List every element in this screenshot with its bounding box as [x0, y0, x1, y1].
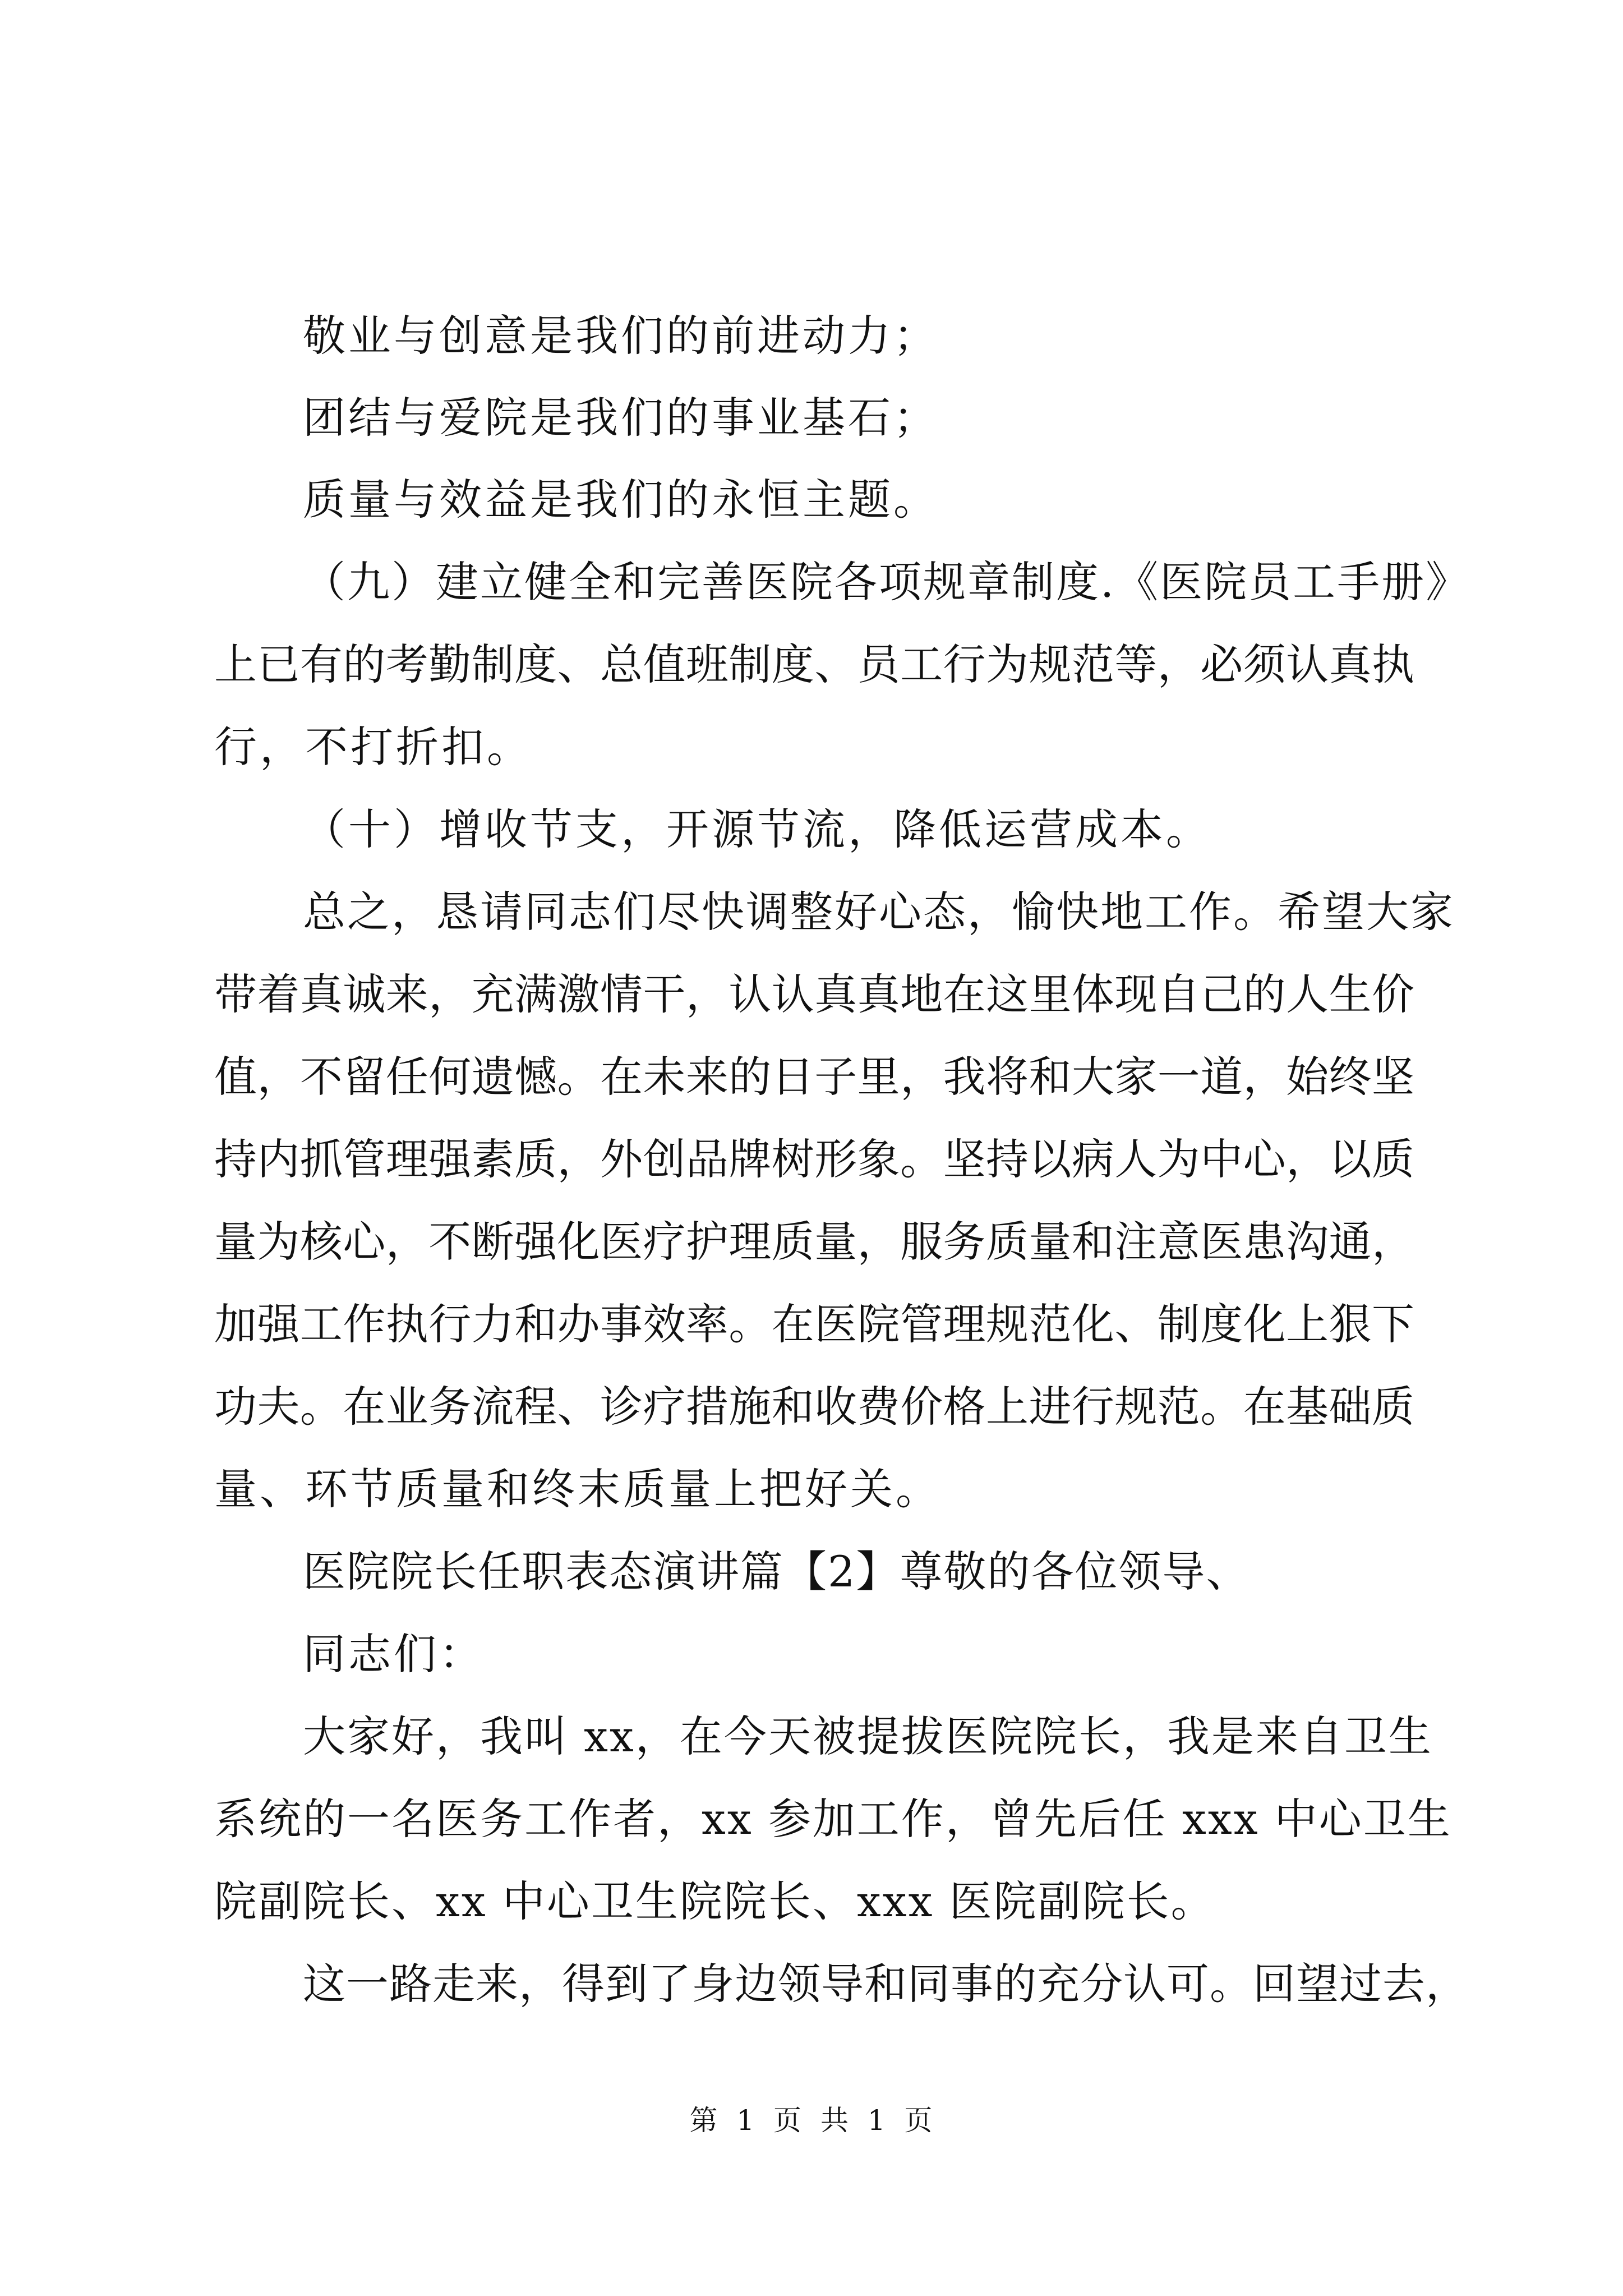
text-line-1: 敬业与创意是我们的前进动力；: [303, 311, 939, 361]
text-line-7: （十）增收节支，开源节流，降低运营成本。: [303, 804, 1211, 854]
text-line-17: 同志们：: [303, 1629, 485, 1679]
text-line-18: 大家好，我叫 xx，在今天被提拔医院院长，我是来自卫生: [303, 1711, 1433, 1761]
text-line-5: 上已有的考勤制度、总值班制度、员工行为规范等，必须认真执: [214, 639, 1414, 689]
text-line-4: （九）建立健全和完善医院各项规章制度.《医院员工手册》: [303, 557, 1470, 607]
text-line-16: 医院院长任职表态演讲篇【2】尊敬的各位领导、: [303, 1547, 1250, 1596]
text-line-3: 质量与效益是我们的永恒主题。: [303, 475, 939, 524]
text-line-2: 团结与爱院是我们的事业基石；: [303, 393, 939, 443]
text-line-11: 持内抓管理强素质，外创品牌树形象。坚持以病人为中心，以质: [214, 1134, 1414, 1184]
text-line-8: 总之，恳请同志们尽快调整好心态，愉快地工作。希望大家: [303, 887, 1455, 937]
text-line-19: 系统的一名医务工作者，xx 参加工作，曾先后任 xxx 中心卫生: [214, 1794, 1452, 1844]
text-line-9: 带着真诚来，充满激情干，认认真真地在这里体现自己的人生价: [214, 969, 1414, 1019]
text-line-6: 行，不打折扣。: [214, 722, 532, 772]
page-number-footer: 第 1 页 共 1 页: [689, 2104, 934, 2137]
text-line-21: 这一路走来，得到了身边领导和同事的充分认可。回望过去，: [303, 1959, 1469, 2009]
text-line-10: 值，不留任何遗憾。在未来的日子里，我将和大家一道，始终坚: [214, 1052, 1414, 1102]
text-line-15: 量、环节质量和终末质量上把好关。: [214, 1464, 941, 1514]
text-line-14: 功夫。在业务流程、诊疗措施和收费价格上进行规范。在基础质: [214, 1382, 1414, 1432]
text-line-12: 量为核心，不断强化医疗护理质量，服务质量和注意医患沟通，: [214, 1217, 1414, 1267]
text-line-13: 加强工作执行力和办事效率。在医院管理规范化、制度化上狠下: [214, 1299, 1414, 1349]
text-line-20: 院副院长、xx 中心卫生院院长、xxx 医院副院长。: [214, 1876, 1215, 1926]
